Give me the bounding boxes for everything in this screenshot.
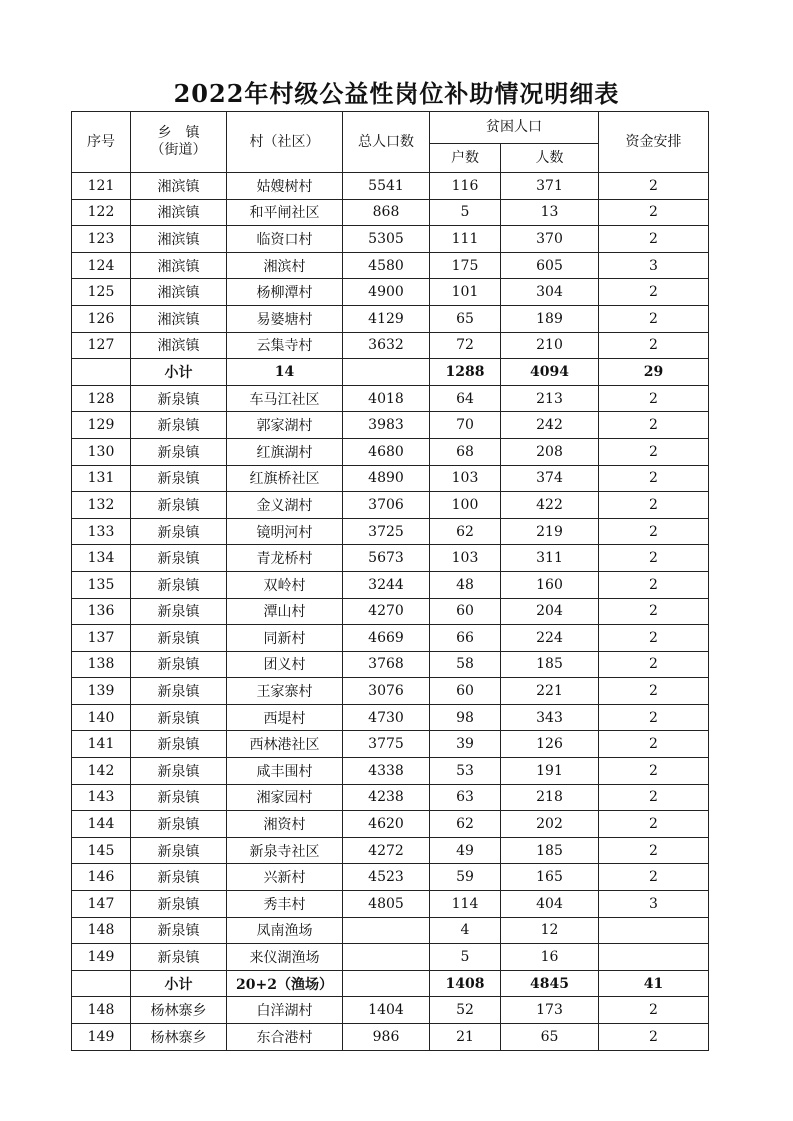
cell-village: 和平闸社区 [227,199,343,226]
header-poor-population: 贫困人口 [430,112,599,144]
cell-town: 新泉镇 [131,837,227,864]
cell-persons: 219 [501,518,599,545]
cell-funding: 2 [599,305,709,332]
cell-town: 湘滨镇 [131,173,227,200]
cell-village: 咸丰围村 [227,758,343,785]
table-row [72,226,709,253]
cell-funding [599,917,709,944]
table-row [72,598,709,625]
cell-population [343,944,430,971]
header-town [131,112,227,173]
cell-town: 新泉镇 [131,704,227,731]
cell-town: 湘滨镇 [131,199,227,226]
cell-population: 868 [343,199,430,226]
cell-town: 新泉镇 [131,917,227,944]
cell-village: 团义村 [227,651,343,678]
cell-seq: 146 [72,864,131,891]
cell-town: 新泉镇 [131,864,227,891]
table-row [72,465,709,492]
cell-seq: 122 [72,199,131,226]
cell-seq: 136 [72,598,131,625]
cell-households: 116 [430,173,501,200]
subtotal-seq-empty [72,359,131,386]
table-row [72,891,709,918]
cell-households: 68 [430,438,501,465]
cell-population: 4620 [343,811,430,838]
cell-households: 98 [430,704,501,731]
cell-town: 新泉镇 [131,784,227,811]
cell-persons: 371 [501,173,599,200]
cell-population: 4272 [343,837,430,864]
subtotal-population-empty [343,970,430,997]
cell-town: 新泉镇 [131,598,227,625]
cell-population: 3706 [343,492,430,519]
cell-population: 4270 [343,598,430,625]
cell-persons: 213 [501,385,599,412]
cell-population: 3244 [343,571,430,598]
cell-seq: 139 [72,678,131,705]
cell-town: 湘滨镇 [131,332,227,359]
table-row [72,385,709,412]
cell-households: 66 [430,625,501,652]
cell-funding: 2 [599,332,709,359]
cell-village: 金义湖村 [227,492,343,519]
subtotal-households: 1288 [430,359,501,386]
cell-funding: 2 [599,704,709,731]
cell-seq: 144 [72,811,131,838]
cell-population: 3076 [343,678,430,705]
cell-village: 双岭村 [227,571,343,598]
table-row [72,518,709,545]
cell-persons: 185 [501,651,599,678]
cell-households: 72 [430,332,501,359]
cell-persons: 224 [501,625,599,652]
cell-village: 车马江社区 [227,385,343,412]
cell-seq: 130 [72,438,131,465]
cell-seq: 129 [72,412,131,439]
cell-population: 5673 [343,545,430,572]
subtotal-label: 小计 [131,359,227,386]
cell-persons: 304 [501,279,599,306]
cell-seq: 121 [72,173,131,200]
cell-persons: 65 [501,1024,599,1051]
cell-town: 新泉镇 [131,651,227,678]
cell-town: 湘滨镇 [131,305,227,332]
cell-funding: 2 [599,625,709,652]
cell-households: 62 [430,518,501,545]
table-row [72,412,709,439]
header-seq: 序号 [72,112,131,173]
cell-population: 4900 [343,279,430,306]
cell-funding: 2 [599,678,709,705]
table-row [72,332,709,359]
header-population: 总人口数 [343,112,430,173]
cell-funding: 2 [599,465,709,492]
cell-persons: 242 [501,412,599,439]
cell-population: 4669 [343,625,430,652]
cell-funding: 2 [599,1024,709,1051]
subtotal-village-count: 20+2（渔场） [227,970,343,997]
subsidy-table [71,111,709,1051]
table-row [72,492,709,519]
cell-town: 湘滨镇 [131,226,227,253]
cell-funding: 2 [599,226,709,253]
cell-funding: 2 [599,173,709,200]
cell-village: 易婆塘村 [227,305,343,332]
cell-village: 湘滨村 [227,252,343,279]
cell-seq: 124 [72,252,131,279]
cell-households: 175 [430,252,501,279]
cell-population: 4730 [343,704,430,731]
cell-village: 同新村 [227,625,343,652]
cell-village: 西林港社区 [227,731,343,758]
cell-seq: 127 [72,332,131,359]
cell-persons: 126 [501,731,599,758]
cell-funding: 2 [599,811,709,838]
cell-town: 新泉镇 [131,385,227,412]
table-row [72,305,709,332]
cell-households: 58 [430,651,501,678]
cell-funding: 2 [599,571,709,598]
table-row [72,252,709,279]
cell-seq: 128 [72,385,131,412]
cell-persons: 605 [501,252,599,279]
cell-funding: 2 [599,864,709,891]
cell-persons: 221 [501,678,599,705]
cell-population: 4680 [343,438,430,465]
cell-village: 郭家湖村 [227,412,343,439]
cell-persons: 204 [501,598,599,625]
cell-households: 64 [430,385,501,412]
cell-seq: 138 [72,651,131,678]
cell-population: 1404 [343,997,430,1024]
header-households: 户数 [430,144,501,173]
cell-persons: 13 [501,199,599,226]
header-persons: 人数 [501,144,599,173]
subtotal-row [72,970,709,997]
table-row [72,651,709,678]
cell-seq: 143 [72,784,131,811]
cell-households: 100 [430,492,501,519]
cell-funding: 2 [599,279,709,306]
cell-village: 王家寨村 [227,678,343,705]
cell-town: 新泉镇 [131,678,227,705]
cell-population: 986 [343,1024,430,1051]
cell-town: 新泉镇 [131,944,227,971]
cell-households: 52 [430,997,501,1024]
cell-population: 3632 [343,332,430,359]
cell-population: 4523 [343,864,430,891]
table-row [72,704,709,731]
cell-funding: 2 [599,438,709,465]
cell-funding: 2 [599,385,709,412]
table-row [72,758,709,785]
cell-persons: 189 [501,305,599,332]
cell-population [343,917,430,944]
cell-households: 4 [430,917,501,944]
table-row [72,997,709,1024]
table-row [72,173,709,200]
table-row [72,864,709,891]
cell-funding: 2 [599,412,709,439]
cell-town: 新泉镇 [131,412,227,439]
table-row [72,837,709,864]
cell-funding: 2 [599,518,709,545]
cell-households: 101 [430,279,501,306]
cell-town: 新泉镇 [131,571,227,598]
cell-households: 65 [430,305,501,332]
cell-village: 镜明河村 [227,518,343,545]
cell-population: 5305 [343,226,430,253]
cell-households: 60 [430,678,501,705]
cell-persons: 208 [501,438,599,465]
cell-persons: 374 [501,465,599,492]
cell-population: 4580 [343,252,430,279]
cell-population: 4338 [343,758,430,785]
cell-village: 云集寺村 [227,332,343,359]
cell-persons: 404 [501,891,599,918]
cell-persons: 210 [501,332,599,359]
table-row [72,199,709,226]
cell-funding: 2 [599,598,709,625]
table-row [72,811,709,838]
cell-seq: 147 [72,891,131,918]
cell-seq: 135 [72,571,131,598]
cell-town: 新泉镇 [131,545,227,572]
cell-village: 新泉寺社区 [227,837,343,864]
cell-households: 111 [430,226,501,253]
cell-seq: 140 [72,704,131,731]
subtotal-funding: 41 [599,970,709,997]
cell-town: 新泉镇 [131,891,227,918]
cell-seq: 142 [72,758,131,785]
table-row [72,438,709,465]
page-title: 2022年村级公益性岗位补助情况明细表 [173,79,620,108]
cell-population: 4238 [343,784,430,811]
cell-seq: 148 [72,917,131,944]
cell-seq: 126 [72,305,131,332]
cell-village: 红旗湖村 [227,438,343,465]
table-row [72,1024,709,1051]
table-row [72,279,709,306]
cell-households: 53 [430,758,501,785]
cell-village: 秀丰村 [227,891,343,918]
cell-households: 49 [430,837,501,864]
cell-population: 5541 [343,173,430,200]
cell-village: 兴新村 [227,864,343,891]
cell-village: 白洋湖村 [227,997,343,1024]
cell-town: 新泉镇 [131,758,227,785]
table-row [72,625,709,652]
header-town-line1: 乡 镇 [157,125,200,141]
cell-households: 62 [430,811,501,838]
cell-households: 5 [430,944,501,971]
table-row [72,917,709,944]
subtotal-village-count: 14 [227,359,343,386]
cell-persons: 202 [501,811,599,838]
cell-village: 湘资村 [227,811,343,838]
cell-funding: 2 [599,492,709,519]
cell-persons: 343 [501,704,599,731]
cell-population: 4890 [343,465,430,492]
cell-population: 3725 [343,518,430,545]
cell-funding: 2 [599,545,709,572]
cell-village: 姑嫂树村 [227,173,343,200]
cell-village: 潭山村 [227,598,343,625]
cell-seq: 125 [72,279,131,306]
cell-population: 3775 [343,731,430,758]
cell-town: 湘滨镇 [131,279,227,306]
cell-funding: 2 [599,731,709,758]
cell-village: 湘家园村 [227,784,343,811]
cell-persons: 218 [501,784,599,811]
cell-town: 新泉镇 [131,438,227,465]
cell-village: 西堤村 [227,704,343,731]
cell-households: 59 [430,864,501,891]
cell-households: 103 [430,545,501,572]
cell-funding: 3 [599,252,709,279]
cell-town: 杨林寨乡 [131,997,227,1024]
cell-seq: 141 [72,731,131,758]
subtotal-funding: 29 [599,359,709,386]
header-funding: 资金安排 [599,112,709,173]
table-row [72,678,709,705]
cell-seq: 149 [72,1024,131,1051]
header-village: 村（社区） [227,112,343,173]
subtotal-label: 小计 [131,970,227,997]
cell-seq: 131 [72,465,131,492]
subtotal-households: 1408 [430,970,501,997]
cell-village: 杨柳潭村 [227,279,343,306]
cell-persons: 191 [501,758,599,785]
cell-village: 来仪湖渔场 [227,944,343,971]
cell-persons: 165 [501,864,599,891]
cell-funding: 2 [599,837,709,864]
cell-population: 4805 [343,891,430,918]
cell-seq: 133 [72,518,131,545]
subtotal-population-empty [343,359,430,386]
cell-seq: 149 [72,944,131,971]
cell-persons: 185 [501,837,599,864]
cell-households: 63 [430,784,501,811]
cell-population: 4018 [343,385,430,412]
cell-population: 3768 [343,651,430,678]
cell-persons: 422 [501,492,599,519]
cell-households: 114 [430,891,501,918]
table-row [72,944,709,971]
cell-seq: 145 [72,837,131,864]
cell-town: 新泉镇 [131,625,227,652]
cell-persons: 173 [501,997,599,1024]
cell-town: 新泉镇 [131,731,227,758]
cell-persons: 160 [501,571,599,598]
subtotal-seq-empty [72,970,131,997]
cell-households: 103 [430,465,501,492]
cell-town: 新泉镇 [131,492,227,519]
cell-town: 湘滨镇 [131,252,227,279]
cell-seq: 148 [72,997,131,1024]
cell-households: 70 [430,412,501,439]
subtotal-persons: 4094 [501,359,599,386]
cell-persons: 370 [501,226,599,253]
table-row [72,571,709,598]
cell-funding: 2 [599,784,709,811]
cell-village: 凤南渔场 [227,917,343,944]
table-row [72,545,709,572]
cell-town: 新泉镇 [131,465,227,492]
cell-village: 临资口村 [227,226,343,253]
cell-persons: 311 [501,545,599,572]
cell-persons: 12 [501,917,599,944]
cell-households: 5 [430,199,501,226]
table-row [72,731,709,758]
cell-village: 东合港村 [227,1024,343,1051]
cell-population: 3983 [343,412,430,439]
cell-seq: 123 [72,226,131,253]
cell-funding: 2 [599,997,709,1024]
cell-town: 杨林寨乡 [131,1024,227,1051]
table-body [72,173,709,1051]
cell-households: 21 [430,1024,501,1051]
subtotal-persons: 4845 [501,970,599,997]
subtotal-row [72,359,709,386]
cell-funding: 3 [599,891,709,918]
cell-households: 48 [430,571,501,598]
cell-town: 新泉镇 [131,811,227,838]
cell-seq: 137 [72,625,131,652]
cell-seq: 134 [72,545,131,572]
cell-funding: 2 [599,199,709,226]
cell-village: 红旗桥社区 [227,465,343,492]
cell-town: 新泉镇 [131,518,227,545]
cell-funding [599,944,709,971]
header-town-line2: （街道） [150,142,207,158]
cell-funding: 2 [599,651,709,678]
cell-population: 4129 [343,305,430,332]
cell-seq: 132 [72,492,131,519]
cell-households: 39 [430,731,501,758]
cell-persons: 16 [501,944,599,971]
table-row [72,784,709,811]
cell-households: 60 [430,598,501,625]
cell-funding: 2 [599,758,709,785]
cell-village: 青龙桥村 [227,545,343,572]
